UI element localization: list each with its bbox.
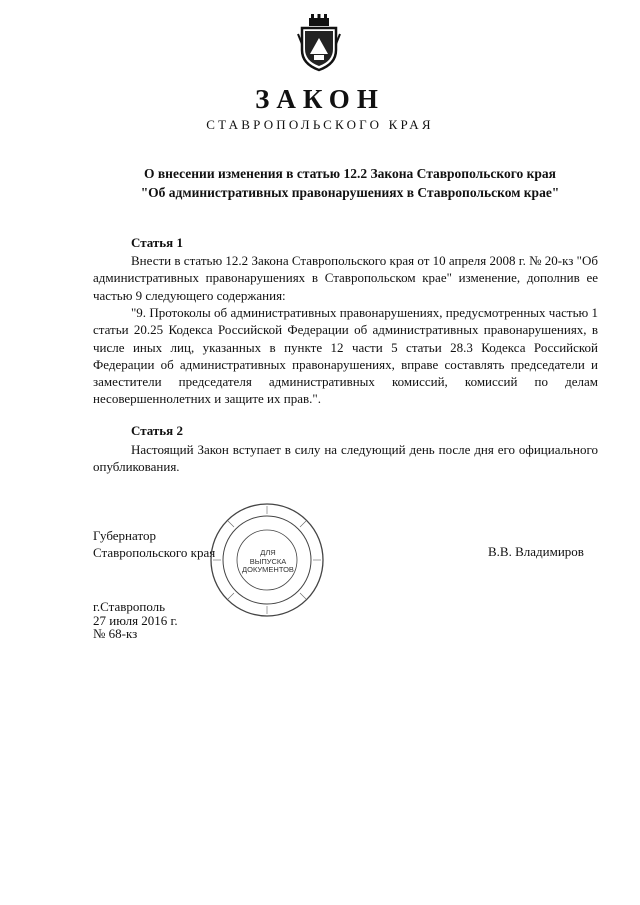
signatory-name: В.В. Владимиров <box>488 544 584 559</box>
article-2-title: Статья 2 <box>131 423 183 438</box>
stamp-center-line-3: ДОКУМЕНТОВ <box>242 565 294 574</box>
article-1-paragraph-1: Внести в статью 12.2 Закона Ставропольского края от 10 апреля 2008 г. № 20-кз "Об административных правонарушениях в Ставропольском крае" изменение, дополнив ее частью 9 следующего содержания: <box>93 253 598 303</box>
signatory-position <box>93 527 215 562</box>
law-heading <box>100 164 600 202</box>
stamp-center-line-1: ДЛЯ <box>260 548 276 557</box>
document-subtitle: СТАВРОПОЛЬСКОГО КРАЯ <box>206 117 434 132</box>
article-2-paragraph-1: Настоящий Закон вступает в силу на следующий день после дня его официального опубликования. <box>93 442 598 475</box>
document-city: г.Ставрополь <box>93 599 166 614</box>
article-1-paragraph-2: "9. Протоколы об административных правонарушениях, предусмотренных частью 1 статьи 20.25 Кодекса Российской Федерации об административных правонарушениях, в числе иных лиц, указанных в пункте 12 части 5 статьи 28.3 Кодекса Российской Федерации об административных правонарушениях, вправе составлять председатели и заместители председателя административных комиссий, комиссий по делам несовершеннолетних и защите их прав.". <box>93 305 598 407</box>
signatory-position-line-2: Ставропольского края <box>93 545 216 561</box>
stamp-center-text <box>238 549 298 575</box>
coat-of-arms-emblem <box>296 14 342 72</box>
stamp-center-line-2: ВЫПУСКА <box>249 556 287 566</box>
signatory-position-line-1: Губернатор <box>93 528 156 543</box>
document-date: 27 июля 2016 г. <box>93 612 178 628</box>
law-heading-line-2: "Об административных правонарушениях в Ставропольском крае" <box>140 185 560 200</box>
document-number: № 68-кз <box>93 626 138 641</box>
document-place-date <box>93 600 178 641</box>
law-heading-line-1: О внесении изменения в статью 12.2 Закона Ставропольского края <box>144 166 556 181</box>
document-title: ЗАКОН <box>255 84 385 114</box>
article-1-title: Статья 1 <box>131 235 183 250</box>
